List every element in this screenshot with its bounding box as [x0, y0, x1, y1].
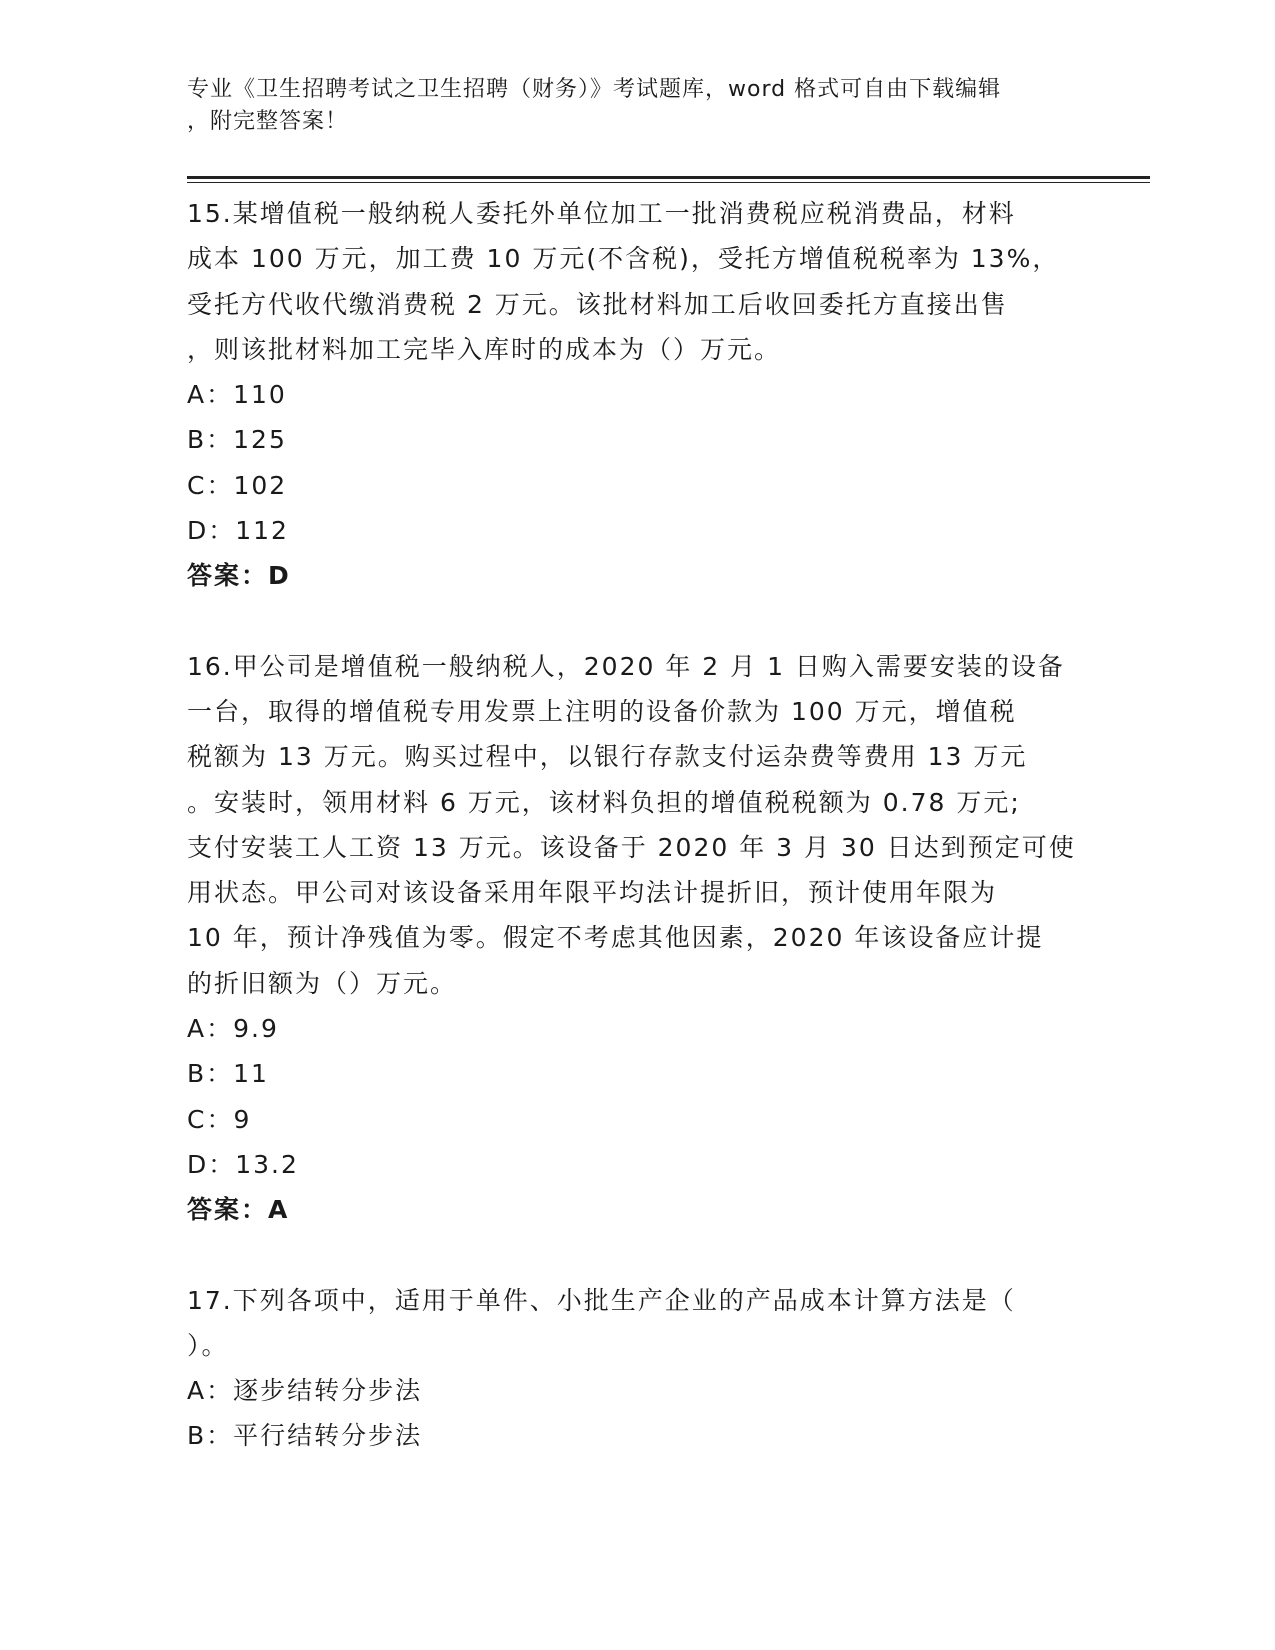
- option-b: B：125: [187, 425, 287, 455]
- document-header: [187, 74, 1067, 138]
- question-stem-line: 15.某增值税一般纳税人委托外单位加工一批消费税应税消费品，材料: [187, 199, 1016, 228]
- question-stem-line: 税额为 13 万元。购买过程中，以银行存款支付运杂费等费用 13 万元: [187, 742, 1028, 772]
- question-stem-line: 的折旧额为（）万元。: [187, 968, 458, 998]
- question-spacer: [187, 599, 1087, 644]
- question-stem-line: 成本 100 万元，加工费 10 万元(不含税)，受托方增值税税率为 13%，: [187, 244, 1060, 274]
- question-stem-line: 支付安装工人工资 13 万元。该设备于 2020 年 3 月 30 日达到预定可使: [187, 832, 1076, 862]
- option-d: D：13.2: [187, 1149, 299, 1179]
- answer-label: 答案：A: [187, 1195, 290, 1225]
- question-stem-line: 。安装时，领用材料 6 万元，该材料负担的增值税税额为 0.78 万元;: [187, 787, 1021, 817]
- question-list: [187, 191, 1087, 1459]
- option-a: A：逐步结转分步法: [187, 1376, 423, 1406]
- question-stem-line: ）。: [187, 1330, 229, 1360]
- option-a: A：9.9: [187, 1014, 279, 1044]
- question-17: [187, 1278, 1087, 1459]
- question-stem-line: ，则该批材料加工完毕入库时的成本为（）万元。: [187, 334, 782, 364]
- option-b: B：11: [187, 1059, 269, 1089]
- question-spacer: [187, 1233, 1087, 1278]
- question-stem-line: 16.甲公司是增值税一般纳税人，2020 年 2 月 1 日购入需要安装的设备: [187, 651, 1065, 681]
- option-b: B：平行结转分步法: [187, 1421, 423, 1451]
- header-line-1: 专业《卫生招聘考试之卫生招聘（财务）》考试题库，word 格式可自由下载编辑: [187, 77, 1002, 102]
- question-stem-line: 10 年，预计净残值为零。假定不考虑其他因素，2020 年该设备应计提: [187, 923, 1044, 953]
- option-c: C：102: [187, 470, 288, 500]
- option-a: A：110: [187, 380, 287, 410]
- question-16: [187, 644, 1087, 1233]
- answer-label: 答案：D: [187, 561, 291, 591]
- question-stem-line: 受托方代收代缴消费税 2 万元。该批材料加工后收回委托方直接出售: [187, 289, 1008, 319]
- header-line-2: ，附完整答案！: [187, 109, 349, 134]
- question-stem-line: 一台，取得的增值税专用发票上注明的设备价款为 100 万元，增值税: [187, 696, 1017, 726]
- question-15: [187, 191, 1087, 599]
- question-stem-line: 用状态。甲公司对该设备采用年限平均法计提折旧，预计使用年限为: [187, 878, 998, 908]
- question-stem-line: 17.下列各项中，适用于单件、小批生产企业的产品成本计算方法是（: [187, 1285, 1016, 1315]
- header-rule-thin: [187, 182, 1150, 183]
- header-rule-thick: [187, 176, 1150, 179]
- option-d: D：112: [187, 516, 289, 546]
- option-c: C：9: [187, 1104, 252, 1134]
